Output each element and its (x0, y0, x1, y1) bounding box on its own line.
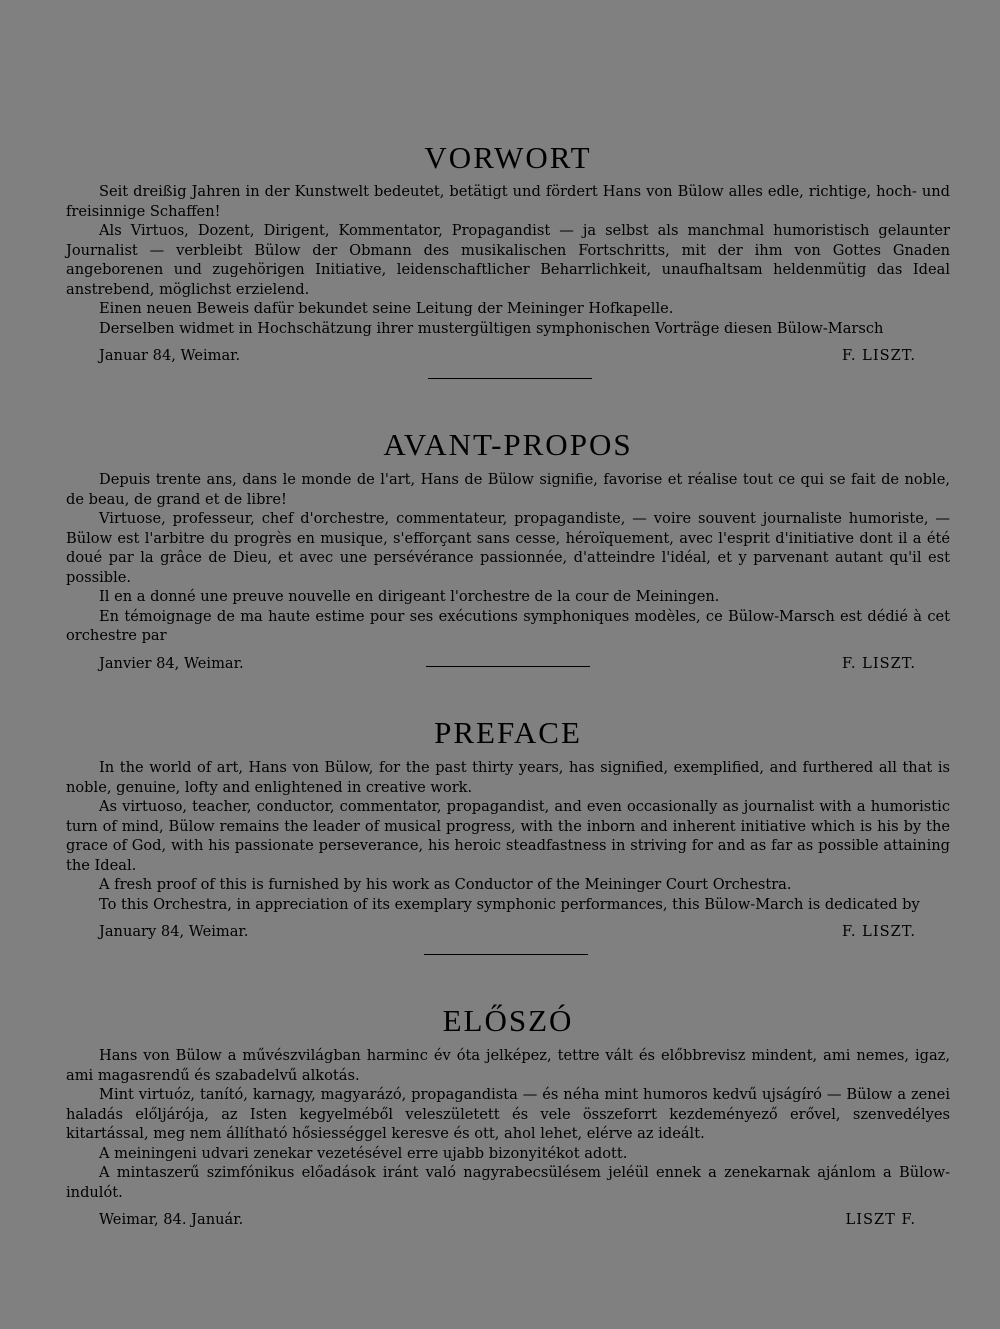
signature: LISZT F. (845, 1211, 916, 1228)
paragraph: In the world of art, Hans von Bülow, for the past thirty years, has signified, exemplified, and furthered all that is noble, genuine, lofty and enlightened in creative work. (66, 759, 950, 796)
paragraph: As virtuoso, teacher, conductor, commentator, propagandist, and even occasionally as journalist with a humoristic turn of mind, Bülow remains the leader of musical progress, with the inborn and inherent initiative which is his by the grace of God, with his passionate perseverance, his heroic steadfastness in striving for and as far as possible attaining the Ideal. (66, 798, 950, 874)
section-preface (66, 715, 950, 942)
paragraph: A fresh proof of this is furnished by his work as Conductor of the Meininger Court Orchestra. (99, 876, 792, 893)
section-eloszo (66, 1003, 950, 1230)
section-heading: AVANT-PROPOS (383, 427, 633, 462)
date-place: January 84, Weimar. (99, 923, 249, 940)
section-vorwort (66, 140, 950, 366)
paragraph: A meiningeni udvari zenekar vezetésével erre ujabb bizonyitékot adott. (99, 1144, 628, 1162)
paragraph: Seit dreißig Jahren in der Kunstwelt bedeutet, betätigt und fördert Hans von Bülow alles edle, richtige, hoch- und freisinnige Schaffen! (66, 183, 950, 220)
signature: F. LISZT. (842, 654, 916, 672)
date-place: Januar 84, Weimar. (99, 347, 241, 364)
date-place: Janvier 84, Weimar. (99, 654, 244, 672)
signature-row (66, 346, 950, 366)
section-body (66, 758, 950, 914)
paragraph: Depuis trente ans, dans le monde de l'art, Hans de Bülow signifie, favorise et réalise tout ce qui se fait de noble, de beau, de grand et de libre! (66, 471, 950, 508)
section-heading: VORWORT (424, 140, 592, 175)
divider-rule (428, 378, 592, 379)
paragraph: Hans von Bülow a művészvilágban harminc év óta jelképez, tettre vált és előbbrevisz mindent, ami nemes, igaz, ami magasrendű és szabadelvű alkotás. (66, 1047, 950, 1084)
signature: F. LISZT. (842, 923, 916, 940)
paragraph: Mint virtuóz, tanító, karnagy, magyarázó, propagandista — és néha mint humoros kedvű ujságíró — Bülow a zenei haladás előljárója, az Isten kegyelméből veleszületett és vele összeforrt kezdeményező erővel, szenvedélyes kitartással, meg nem állítható hősiességgel keresve és ott, ahol lehet, elérve az ideált. (66, 1086, 950, 1142)
paragraph: Als Virtuos, Dozent, Dirigent, Kommentator, Propagandist — ja selbst als manchmal humoristisch gelaunter Journalist — verbleibt Bülow der Obmann des musikalischen Fortschritts, mit der ihm von Gottes Gnaden angeborenen und zugehörigen Initiative, leidenschaftlicher Beharrlichkeit, unaufhaltsam heldenmütig das Ideal anstrebend, möglichst erzielend. (66, 222, 950, 298)
signature-row (66, 1210, 950, 1230)
date-place: Weimar, 84. Január. (99, 1211, 244, 1228)
section-body (66, 1046, 950, 1202)
paragraph: To this Orchestra, in appreciation of its exemplary symphonic performances, this Bülow-March is dedicated by (99, 895, 920, 913)
paragraph: A mintaszerű szimfónikus előadások iránt való nagyrabecsülésem jeléül ennek a zenekarnak ajánlom a Bülow-indulót. (66, 1164, 950, 1201)
paragraph: Einen neuen Beweis dafür bekundet seine Leitung der Meininger Hofkapelle. (99, 300, 674, 317)
signature-row (66, 922, 950, 942)
signature-row (66, 654, 950, 674)
section-body (66, 182, 950, 338)
section-body (66, 470, 950, 646)
paragraph: En témoignage de ma haute estime pour ses exécutions symphoniques modèles, ce Bülow-Marsch est dédié à cet orchestre par (66, 607, 950, 644)
section-heading: ELŐSZÓ (442, 1003, 574, 1038)
divider-rule (426, 666, 590, 667)
section-heading: PREFACE (434, 715, 582, 750)
signature: F. LISZT. (842, 347, 916, 364)
divider-rule (424, 954, 588, 955)
paragraph: Virtuose, professeur, chef d'orchestre, commentateur, propagandiste, — voire souvent journaliste humoriste, — Bülow est l'arbitre du progrès en musique, s'efforçant sans cesse, héroïquement, avec l'esprit d'initiative dont il a été doué par la grâce de Dieu, et avec une persévérance passionnée, d'atteindre l'idéal, et y parvenant autant qu'il est possible. (66, 510, 950, 586)
paragraph: Derselben widmet in Hochschätzung ihrer mustergültigen symphonischen Vorträge diesen Bülow-Marsch (99, 319, 884, 337)
paragraph: Il en a donné une preuve nouvelle en dirigeant l'orchestre de la cour de Meiningen. (99, 588, 720, 605)
section-avant-propos (66, 427, 950, 674)
